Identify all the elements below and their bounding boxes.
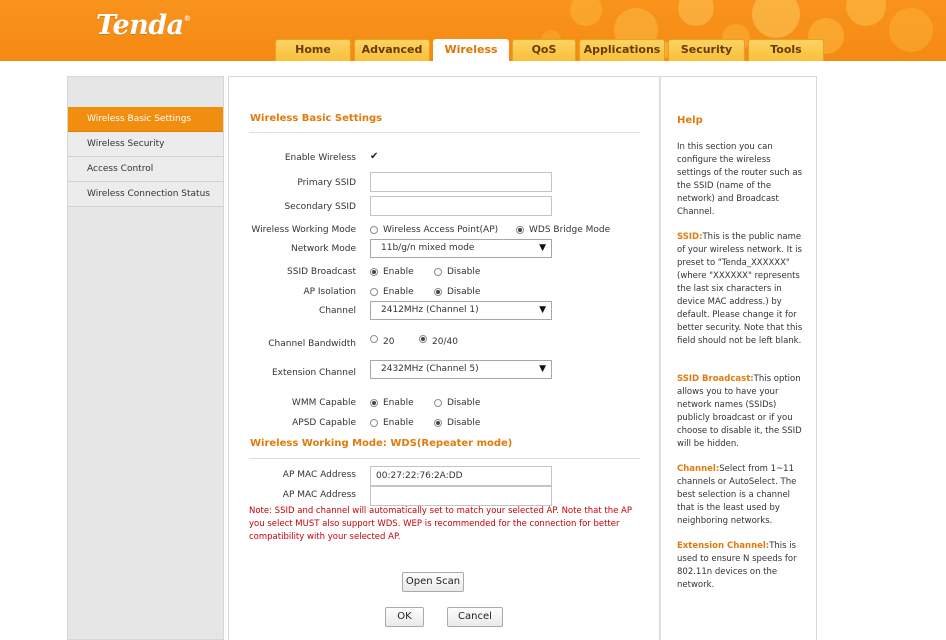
channel-label: Channel [319,306,356,316]
tab-wireless[interactable]: Wireless [433,39,509,61]
help-intro: In this section you can configure the wireless settings of the router such as the SSID (name of the network) and Broadcast Channel. [677,142,803,217]
primary-ssid-label: Primary SSID [297,178,356,188]
ap-mac-1-input[interactable] [370,466,552,486]
tab-advanced[interactable]: Advanced [354,39,430,61]
ap-mac-2-label: AP MAC Address [282,490,356,500]
bandwidth-20-radio[interactable] [370,337,394,347]
working-mode-wds-label: WDS Bridge Mode [529,225,611,235]
cancel-button[interactable]: Cancel [447,607,503,627]
working-mode-row [229,221,661,241]
divider [249,458,640,459]
primary-ssid-input[interactable] [370,172,552,192]
main-panel [228,76,660,640]
ap-isolation-enable-radio[interactable] [370,287,414,297]
help-ext-text: This is used to ensure N speeds for 802.11n devices on the network. [677,541,797,590]
help-broadcast [677,373,807,451]
extension-channel-label: Extension Channel [272,368,356,378]
ssid-broadcast-disable-label: Disable [447,267,481,277]
working-mode-wds-radio[interactable] [516,225,610,235]
help-extension [677,540,807,592]
wmm-enable-label: Enable [383,398,414,408]
help-ssid [677,231,807,348]
network-mode-row [229,239,661,259]
help-channel [677,463,807,528]
extension-channel-value: 2432MHz (Channel 5) [381,364,479,374]
open-scan-button[interactable]: Open Scan [402,572,464,592]
channel-value: 2412MHz (Channel 1) [381,305,479,315]
wmm-disable-radio[interactable] [434,398,480,408]
divider [249,132,640,133]
secondary-ssid-row [229,196,661,216]
enable-wireless-row [229,149,661,169]
apsd-enable-radio[interactable] [370,418,414,428]
network-mode-label: Network Mode [291,244,356,254]
extension-channel-row [229,360,661,380]
help-ssid-key: SSID: [677,232,703,242]
help-panel [660,76,817,640]
tab-tools[interactable]: Tools [748,39,824,61]
dropdown-arrow-icon: ▼ [539,305,546,315]
help-ext-key: Extension Channel: [677,541,770,551]
working-mode-label: Wireless Working Mode [251,225,356,235]
ap-mac-1-row [229,466,661,486]
ap-mac-2-row [229,486,661,506]
header-bar [0,0,946,61]
ssid-broadcast-disable-radio[interactable] [434,267,480,277]
wmm-label: WMM Capable [291,398,356,408]
ap-isolation-disable-radio[interactable] [434,287,480,297]
ok-button[interactable]: OK [385,607,424,627]
channel-bandwidth-label: Channel Bandwidth [268,339,356,349]
working-mode-ap-radio[interactable] [370,225,498,235]
apsd-label: APSD Capable [292,418,356,428]
ssid-broadcast-label: SSID Broadcast [287,267,356,277]
apsd-disable-label: Disable [447,418,481,428]
network-mode-select[interactable] [370,239,552,258]
help-channel-text: Select from 1~11 channels or AutoSelect. The best selection is a channel that is the least used by neighboring networks. [677,464,797,526]
sidebar-item-wireless-connection-status[interactable]: Wireless Connection Status [68,182,223,207]
tab-qos[interactable]: QoS [512,39,576,61]
help-channel-key: Channel: [677,464,720,474]
tab-security[interactable]: Security [668,39,745,61]
help-broadcast-key: SSID Broadcast: [677,374,754,384]
apsd-disable-radio[interactable] [434,418,480,428]
help-ssid-text: This is the public name of your wireless network. It is preset to "Tenda_XXXXXX" (where "XXXXXX" represents the last six characters in device MAC address.) by default. Please change it for better security. Note that this field should not be left blank. [677,232,803,346]
main-tabs [275,39,827,61]
help-broadcast-text: This option allows you to have your network names (SSIDs) publicly broadcast or if you choose to disable it, the SSID will be hidden. [677,374,802,449]
ap-isolation-row [229,283,661,303]
dropdown-arrow-icon: ▼ [539,243,546,253]
wmm-row [229,394,661,414]
network-mode-value: 11b/g/n mixed mode [381,243,475,253]
channel-bandwidth-row [229,335,661,355]
wds-note: Note: SSID and channel will automatically set to match your selected AP. Note that the AP you select MUST also support WDS. WEP is recommended for the connection for better compatibility with your selected AP. [249,506,632,542]
ssid-broadcast-enable-label: Enable [383,267,414,277]
sidebar-item-wireless-basic-settings[interactable]: Wireless Basic Settings [68,107,223,132]
channel-select[interactable] [370,301,552,320]
ap-mac-2-input[interactable] [370,486,552,506]
sidebar-item-access-control[interactable]: Access Control [68,157,223,182]
ap-isolation-label: AP Isolation [303,287,356,297]
dropdown-arrow-icon: ▼ [539,364,546,374]
tab-home[interactable]: Home [275,39,351,61]
ssid-broadcast-enable-radio[interactable] [370,267,414,277]
bandwidth-2040-radio[interactable] [419,337,458,347]
secondary-ssid-label: Secondary SSID [284,202,356,212]
ap-isolation-disable-label: Disable [447,287,481,297]
apsd-enable-label: Enable [383,418,414,428]
ap-mac-1-label: AP MAC Address [282,470,356,480]
bandwidth-20-label: 20 [383,337,395,347]
ap-isolation-enable-label: Enable [383,287,414,297]
page-title: Wireless Basic Settings [250,113,383,124]
tab-applications[interactable]: Applications [579,39,665,61]
wmm-enable-radio[interactable] [370,398,414,408]
primary-ssid-row [229,172,661,192]
working-mode-ap-label: Wireless Access Point(AP) [383,225,499,235]
channel-row [229,301,661,321]
help-title: Help [677,115,703,126]
wmm-disable-label: Disable [447,398,481,408]
sidebar-item-wireless-security[interactable]: Wireless Security [68,132,223,157]
sidebar [67,76,224,640]
tenda-logo: Tenda® [96,10,191,41]
enable-wireless-checkbox[interactable]: ✔ [370,151,379,162]
apsd-row [229,414,661,434]
ssid-broadcast-row [229,263,661,283]
extension-channel-select[interactable] [370,360,552,379]
enable-wireless-label: Enable Wireless [284,153,356,163]
bandwidth-2040-label: 20/40 [432,337,458,347]
secondary-ssid-input[interactable] [370,196,552,216]
wds-section-title: Wireless Working Mode: WDS(Repeater mode) [250,438,513,449]
